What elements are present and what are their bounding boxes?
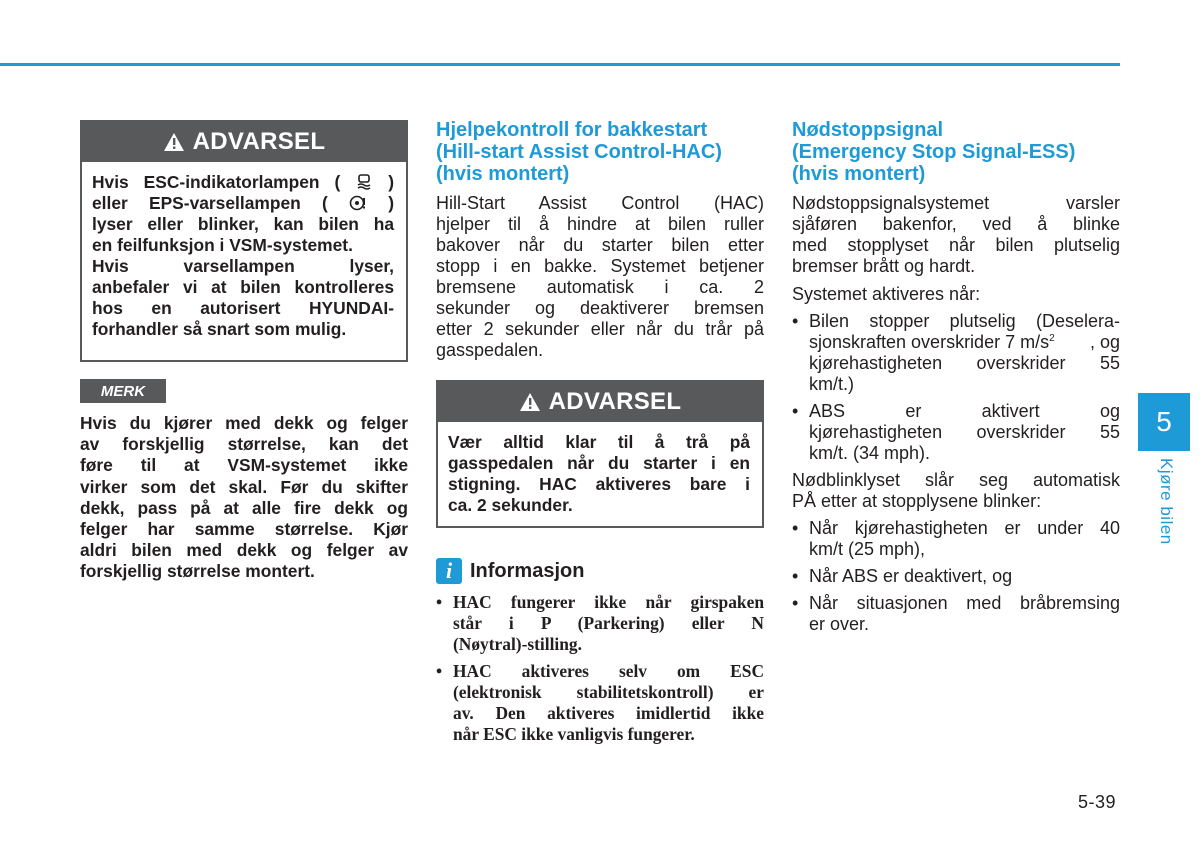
bullet-line: km/t.) [809, 374, 854, 394]
warning-header [438, 382, 762, 422]
bullet-line: kjørehastigheten overskrider 55 [809, 353, 1120, 373]
note-line: føre til at VSM-systemet ikke [80, 455, 408, 476]
info-bullet [436, 661, 764, 745]
heading-line: Nødstoppsignal [792, 119, 944, 141]
note-line: Hvis du kjører med dekk og felger [80, 413, 408, 433]
warning-line: forhandler så snart som mulig. [92, 319, 347, 339]
paren-close: ) [388, 193, 394, 213]
warning-line: gasspedalen når du starter i en [448, 453, 750, 473]
esc-indicator-icon [355, 173, 373, 191]
warning-triangle-icon [519, 392, 541, 412]
body-line: etter 2 sekunder eller når du trår på [436, 319, 764, 339]
warning-line: ca. 2 sekunder. [448, 495, 573, 515]
bullet-line-sup [809, 332, 1120, 353]
chapter-tab[interactable]: 5 [1138, 393, 1190, 451]
ess-bullet [792, 518, 1120, 560]
ess-auto [792, 470, 1120, 512]
info-bullet [436, 592, 764, 655]
page-number: 5-39 [1078, 792, 1117, 812]
warning-title: ADVARSEL [192, 128, 326, 155]
chapter-label: Kjøre bilen [1157, 458, 1176, 545]
body-line: Hill-Start Assist Control (HAC) [436, 193, 764, 213]
section-heading-ess [792, 119, 1132, 185]
info-line: står i P (Parkering) eller N [453, 613, 764, 633]
note-line: forskjellig størrelse montert. [80, 561, 315, 582]
heading-line: (hvis montert) [792, 163, 926, 185]
header-rule [0, 63, 1120, 66]
bullet-line: Når kjørehastigheten er under 40 [809, 518, 1120, 538]
bullet-line: er over. [809, 614, 870, 634]
warning-text [438, 422, 762, 526]
note-line: felger har samme størrelse. Kjør [80, 519, 408, 540]
bullet-dot: • [792, 401, 799, 421]
paren-close: ) [388, 172, 394, 192]
note-line: av forskjellig størrelse, kan det [80, 434, 408, 455]
info-icon: i [436, 558, 462, 584]
body-line: bremser brått og hardt. [792, 256, 976, 276]
bullet-text: , og [1089, 332, 1120, 352]
warning-line: hos en autorisert HYUNDAI- [92, 298, 394, 318]
ess-bullet [792, 593, 1120, 635]
note-text [80, 413, 408, 583]
bullet-line: Når situasjonen med bråbremsing [809, 593, 1120, 613]
body-line: Systemet aktiveres når: [792, 284, 981, 304]
body-line: sekunder og deaktiverer bremsen [436, 298, 764, 318]
ess-activates [792, 284, 1120, 305]
info-line: når ESC ikke vanligvis fungerer. [453, 724, 695, 744]
bullet-dot: • [436, 661, 443, 681]
bullet-dot: • [792, 311, 799, 331]
section-heading-hac [436, 119, 776, 185]
note-line: dekk, pass på at alle fire dekk og [80, 497, 408, 518]
heading-line: Hjelpekontroll for bakkestart [436, 119, 708, 141]
bullet-dot: • [792, 593, 799, 613]
body-line: bremsene automatisk i ca. 2 [436, 277, 764, 297]
info-line: HAC fungerer ikke når girspaken [453, 592, 764, 612]
body-line: gasspedalen. [436, 340, 544, 360]
warning-text [82, 162, 406, 350]
body-line: Nødblinklyset slår seg automatisk [792, 470, 1120, 490]
info-header [436, 558, 584, 584]
superscript: 2 [1049, 333, 1055, 344]
bullet-line: km/t (25 mph), [809, 539, 926, 559]
body-line: med stopplyset når bilen plutselig [792, 235, 1120, 255]
ess-bullet [792, 401, 1120, 464]
ess-intro [792, 193, 1120, 277]
info-line: (Nøytral)-stilling. [453, 634, 582, 654]
bullet-line: ABS er aktivert og [809, 401, 1120, 421]
ess-bullet [792, 566, 1120, 587]
bullet-line: kjørehastigheten overskrider 55 [809, 422, 1120, 442]
warning-box-esc [80, 120, 408, 362]
bullet-line: Når ABS er deaktivert, og [809, 566, 1013, 586]
note-line: aldri bilen med dekk og felger av [80, 540, 408, 561]
note-label: MERK [80, 379, 166, 403]
warning-line: Hvis varsellampen lyser, [92, 256, 394, 276]
bullet-dot: • [436, 592, 443, 612]
warning-title: ADVARSEL [548, 388, 682, 415]
body-line: hjelper til å hindre at bilen ruller [436, 214, 764, 234]
info-line: av. Den aktiveres imidlertid ikke [453, 703, 764, 723]
body-line: stopp i en bakke. Systemet betjener [436, 256, 764, 276]
warning-line: anbefaler vi at bilen kontrolleres [92, 277, 394, 297]
heading-line: (hvis montert) [436, 163, 570, 185]
warning-line: Vær alltid klar til å trå på [448, 432, 750, 452]
info-title: Informasjon [470, 559, 585, 582]
warning-line: Hvis ESC-indikatorlampen ( [92, 172, 341, 192]
heading-line: (Emergency Stop Signal-ESS) [792, 141, 1076, 163]
warning-box-hac [436, 380, 764, 528]
heading-line: (Hill-start Assist Control-HAC) [436, 141, 722, 163]
bullet-dot: • [792, 566, 799, 586]
info-line: HAC aktiveres selv om ESC [453, 661, 764, 681]
body-line: PÅ etter at stopplysene blinker: [792, 491, 1042, 511]
bullet-text: sjonskraften overskrider 7 m/s [809, 332, 1050, 352]
eps-warning-icon [349, 194, 367, 212]
bullet-line: Bilen stopper plutselig (Deselera- [809, 311, 1120, 331]
bullet-line: km/t. (34 mph). [809, 443, 931, 463]
body-line: sjåføren bakenfor, ved å blinke [792, 214, 1120, 234]
warning-line: lyser eller blinker, kan bilen ha [92, 214, 394, 234]
warning-line: eller EPS-varsellampen ( [92, 193, 328, 213]
bullet-dot: • [792, 518, 799, 538]
warning-line: en feilfunksjon i VSM-systemet. [92, 235, 353, 255]
warning-triangle-icon [163, 132, 185, 152]
warning-header [82, 122, 406, 162]
note-line: virker som det skal. Før du skifter [80, 476, 408, 497]
hac-body [436, 193, 764, 361]
body-line: bakover når du starter bilen etter [436, 235, 764, 255]
warning-line: stigning. HAC aktiveres bare i [448, 474, 750, 494]
info-line: (elektronisk stabilitetskontroll) er [453, 682, 764, 702]
ess-bullet [792, 311, 1120, 395]
body-line: Nødstoppsignalsystemet varsler [792, 193, 1120, 213]
